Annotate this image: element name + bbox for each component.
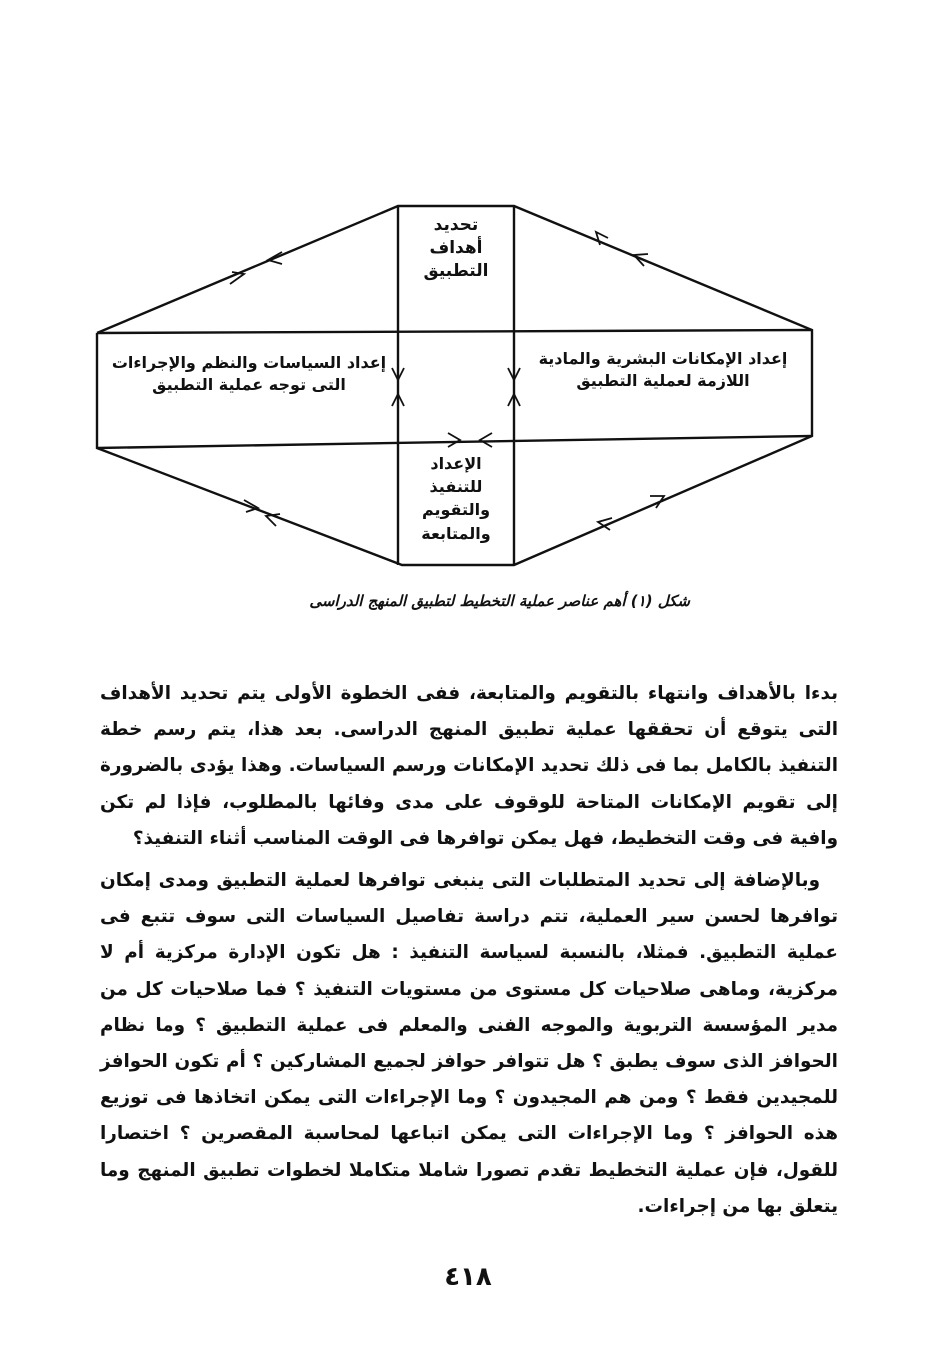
box-goals-line2: أهداف [429, 237, 483, 258]
box-execution-line3: والتقويم [421, 500, 491, 520]
box-goals-line3: التطبيق [423, 260, 489, 281]
paragraph-2: وبالإضافة إلى تحديد المتطلبات التى ينبغى توافرها لعملية التطبيق ومدى إمكان توافرها لحسن سير العملية، تتم دراسة تفاصيل السياسات التى سوف تتبع فى عملية التطبيق. فمثلا، بالنسبة لسياسة التنفيذ : هل تكون الإدارة مركزية أم لا مركزية، وماهى صلاحيات كل مستوى من مستويات التنفيذ ؟ فما صلاحيات كل من مدير المؤسسة التربوية والموجه الفنى والمعلم فى عملية التطبيق ؟ وما نظام الحوافز الذى سوف يطبق ؟ هل تتوافر حوافز لجميع المشاركين ؟ أم تكون الحوافز للمجيدين فقط ؟ ومن هم المجيدون ؟ وما الإجراءات التى يمكن اتخاذها فى توزيع هذه الحوافز ؟ وما الإجراءات التى يمكن اتباعها لمحاسبة المقصرين ؟ اختصارا للقول، فإن عملية التخطيط تقدم تصورا شاملا متكاملا لخطوات تطبيق المنهج وما يتعلق بها من إجراءات. [100, 870, 838, 1217]
body-text [100, 676, 838, 1225]
figure-caption: شكل (١) أهم عناصر عملية التخطيط لتطبيق المنهج الدراسى [309, 592, 690, 610]
page-number: ٤١٨ [444, 1262, 492, 1292]
box-resources-line2: اللازمة لعملية التطبيق [576, 370, 750, 390]
arrow-bottom-mid-right [448, 433, 460, 447]
box-goals-line1: تحديد [433, 215, 479, 235]
box-resources-line1: إعداد الإمكانات البشرية والمادية [538, 349, 788, 368]
box-execution-line2: للتنفيذ [429, 477, 483, 497]
box-execution-line4: والمتابعة [421, 523, 491, 543]
box-policies-line2: التى توجه عملية التطبيق [152, 374, 346, 394]
arrow-bottom-mid-left [480, 433, 492, 447]
box-policies [104, 352, 394, 395]
box-policies-line1: إعداد السياسات والنظم والإجراءات [111, 353, 387, 372]
box-goals [400, 214, 512, 283]
box-execution-line1: الإعداد [430, 454, 482, 473]
box-resources [518, 348, 808, 391]
paragraph-1: بدءا بالأهداف وانتهاء بالتقويم والمتابعة، ففى الخطوة الأولى يتم تحديد الأهداف التى يتوقع أن تحققها عملية تطبيق المنهج الدراسى. بعد هذا، يتم رسم خطة التنفيذ بالكامل بما فى ذلك تحديد الإمكانات ورسم السياسات. وهذا يؤدى بالضرورة إلى تقويم الإمكانات المتاحة للوقوف على مدى وفائها بالمطلوب، فإذا لم تكن وافية فى وقت التخطيط، فهل يمكن توافرها فى الوقت المناسب أثناء التنفيذ؟ [100, 683, 838, 849]
arrow-bottom-left-2 [266, 514, 280, 526]
box-execution [400, 452, 512, 545]
